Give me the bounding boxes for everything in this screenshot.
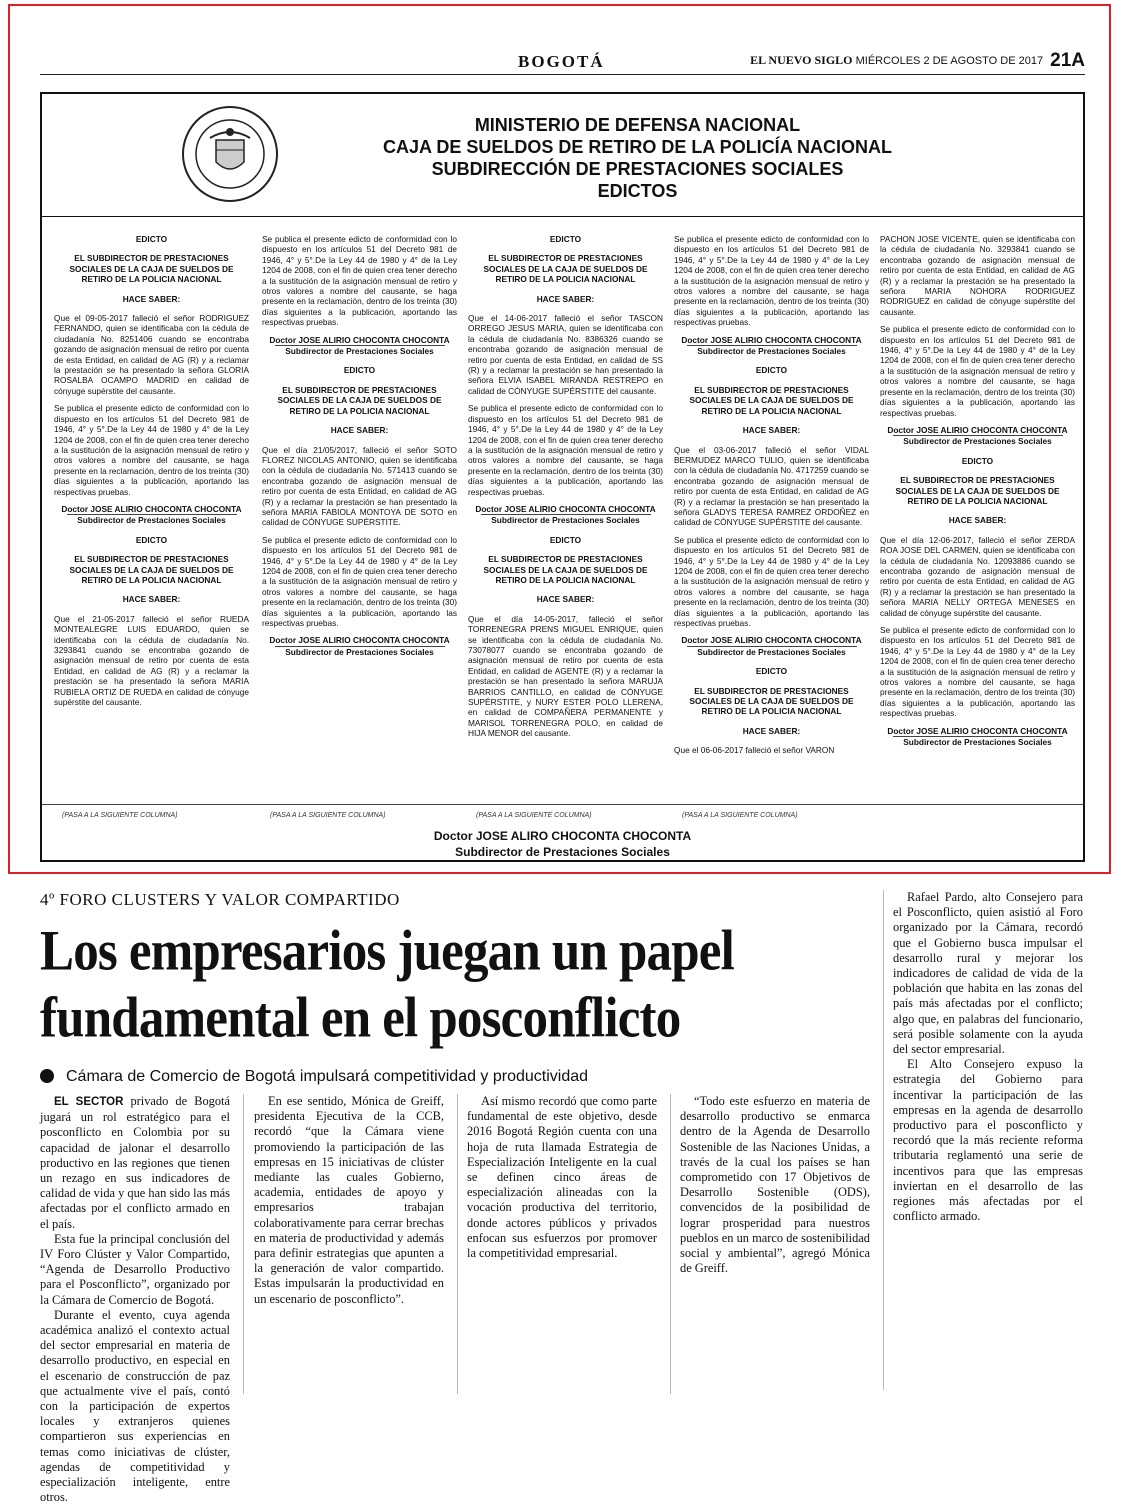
edict-publication: Se publica el presente edicto de conformidad con lo dispuesto en los artículos 51 del Decreto 981 de 1946, 4° y 5°.De la Ley 44 de 1980 y 4° de la Ley 1204 de 2008, con el fin de quien crea tener derecho a la sustitución de la asignación mensual de retiro y otros valores a nombre del causante, se haga presente en la reclamación, dentro de los treinta (30) días siguientes a la publicación, aportando las respectivas pruebas. (262, 534, 457, 628)
edict-heading: EDICTO (135, 234, 168, 244)
final-signer-title: Subdirector de Prestaciones Sociales (455, 845, 670, 859)
edict-publication: Se publica el presente edicto de conformidad con lo dispuesto en los artículos 51 del Decreto 981 de 1946, 4° y 5°.De la Ley 44 de 1980 y 4° de la Ley 1204 de 2008, con el fin de quien crea tener derecho a la sustitución de la asignación mensual de retiro y otros valores a nombre del causante, se haga presente en la reclamación, dentro de los treinta (30) días siguientes a la publicación, aportando las respectivas pruebas. (262, 234, 457, 328)
edict-column-4 (674, 234, 869, 763)
article-column-2 (254, 1094, 444, 1307)
notice-title-caja: CAJA DE SUELDOS DE RETIRO DE LA POLICÍA NACIONAL (382, 137, 893, 157)
edict-signature (880, 425, 1075, 447)
edict-publication: Se publica el presente edicto de conformidad con lo dispuesto en los artículos 51 del Decreto 981 de 1946, 4° y 5°.De la Ley 44 de 1980 y 4° de la Ley 1204 de 2008, con el fin de quien crea tener derecho a la sustitución de la asignación mensual de retiro y otros valores a nombre del causante, se haga presente en la reclamación, dentro de los treinta (30) días siguientes a la publicación, aportando las respectivas pruebas. (468, 403, 663, 497)
final-signature (42, 828, 1083, 860)
article-paragraph: Rafael Pardo, alto Consejero para el Posconflicto, quien asistió al Foro organizado por la Cámara, recordó que el Gobierno busca impulsar el desarrollo rural y mejorar los indicadores de calidad de vida de la población que habita en las zonas del país más afectadas por el conflicto; algo que, en palabras del funcionario, será posible solamente con la ayuda del sector empresarial. (893, 890, 1083, 1057)
column-rule (243, 1094, 244, 1394)
edict-heading: EDICTO (135, 534, 168, 545)
edict-publication: Se publica el presente edicto de conformidad con lo dispuesto en los artículos 51 del Decreto 981 de 1946, 4° y 5°.De la Ley 44 de 1980 y 4° de la Ley 1204 de 2008, con el fin de quien crea tener derecho a la sustitución de la asignación mensual de retiro y otros valores a nombre del causante, se haga presente en la reclamación, dentro de los treinta (30) días siguientes a la publicación, aportando las respectivas pruebas. (880, 625, 1075, 719)
article-column-5 (893, 890, 1083, 1224)
issue-date: MIÉRCOLES 2 DE AGOSTO DE 2017 (855, 55, 1044, 67)
article-subhead (40, 1068, 588, 1086)
article-paragraph: El Alto Consejero expuso la estrategia del Gobierno para incentivar la participación de las empresas en la agenda de desarrollo productivo para el posconflicto y recordó que la más reciente reforma tributaria reglamentó una serie de incentivos para que las empresas inviertan en el desarrollo de las regiones más afectadas por el conflicto armado. (893, 1057, 1083, 1224)
edict-body: Que el 09-05-2017 falleció el señor RODRIGUEZ FERNANDO, quien se identificaba con la cédula de ciudadanía No. 8251406 cuando se encontraba gozando de asignación mensual de retiro por cuenta de esta Entidad, en calidad de AG (R) y a reclamar la prestación se ha presentado la señora GLORIA ROSALBA OCAMPO MADRID en calidad de cónyuge supérstite del causante. (54, 313, 249, 396)
edict-body: Que el día 12-06-2017, falleció el señor ZERDA ROA JOSE DEL CARMEN, quien se identificaba con la cédula de ciudadanía No. 12093886 cuando se encontraba gozando de asignación mensual de retiro por cuenta de esta Entidad, en calidad de AG (R) y a reclamar la prestación se han presentado la señora MARIA NELLY ORTEGA MENESES en calidad de cónyuge supérstite del causante. (880, 534, 1075, 618)
edict-hace-saber: HACE SABER: (742, 425, 801, 436)
notice-title-ministry: MINISTERIO DE DEFENSA NACIONAL (474, 115, 801, 135)
article-paragraph: En ese sentido, Mónica de Greiff, presidenta Ejecutiva de la CCB, recordó “que la Cámara viene promoviendo la participación de las empresas en 15 iniciativas de clúster mediante las cuales Gobierno, academia, entidades de apoyo y empresarios trabajan colaborativamente para cerrar brechas en materia de productividad y además para definir estrategias que apunten a la generación de valor compartido. Estas impulsarán la productividad en un escenario de posconflicto”. (254, 1094, 444, 1306)
edict-heading: EDICTO (343, 365, 376, 376)
edict-heading: EDICTO (755, 365, 788, 376)
article-paragraph: Así mismo recordó que como parte fundamental de este objetivo, desde 2016 Bogotá Región cuenta con una hoja de ruta llamada Estrategia de Especialización Inteligente en la cual se definen cinco áreas de especialización alineadas con la vocación productiva del territorio, donde actores públicos y privados enfocan sus esfuerzos por promover la competitividad empresarial. (467, 1094, 657, 1261)
continue-note: (PASA A LA SIGUIENTE COLUMNA) (476, 812, 592, 819)
edict-hace-saber: HACE SABER: (536, 594, 595, 605)
edict-hace-saber: HACE SABER: (330, 425, 389, 436)
signer-name: Doctor JOSE ALIRIO CHOCONTA CHOCONTA (681, 334, 862, 345)
signer-title: Subdirector de Prestaciones Sociales (481, 514, 651, 525)
signer-title: Subdirector de Prestaciones Sociales (67, 514, 237, 525)
signer-name: Doctor JOSE ALIRIO CHOCONTA CHOCONTA (475, 503, 656, 514)
article-paragraph: “Todo este esfuerzo en materia de desarrollo productivo se enmarca dentro de la Agenda de Desarrollo Sostenible de las Naciones Unidas, a través de la cual los países se han comprometido con 17 Objetivos de Desarrollo Sostenible (ODS), convencidos de la posibilidad de lograr prosperidad para nuestros pueblos en un marco de sostenibilidad social y ambiental”, agregó Mónica de Greiff. (680, 1094, 870, 1276)
edict-body: Que el día 21/05/2017, falleció el señor SOTO FLOREZ NICOLAS ANTONIO, quien se identificaba con la cédula de ciudadanía No. 571413 cuando se encontraba gozando de asignación mensual de retiro por cuenta de esta Entidad, en calidad de AG (R) y a reclamar la prestación se han presentado la señora MARIA FABIOLA MONTOYA DE SOTO en calidad de CÓNYUGE SUPÉRSTITE. (262, 444, 457, 528)
continue-note: (PASA A LA SIGUIENTE COLUMNA) (682, 812, 798, 819)
edict-body: Que el 06-06-2017 falleció el señor VARON (674, 745, 835, 756)
article-paragraph: Durante el evento, cuya agenda académica analizó el contexto actual del sector empresarial en materia de desarrollo productivo, en especial en el escenario de construcción de paz que actualmente vive el país, contó con la participación de expertos locales y extranjeros quienes compartieron sus experiencias en temas como iniciativas de clúster, agendas de competitividad y especialización inteligente, entre otros. (40, 1307, 230, 1505)
edict-hace-saber: HACE SABER: (742, 725, 801, 736)
notice-title-edictos: EDICTOS (597, 181, 678, 201)
signer-name: Doctor JOSE ALIRIO CHOCONTA CHOCONTA (681, 635, 862, 646)
subhead-text: Cámara de Comercio de Bogotá impulsará competitividad y productividad (66, 1068, 589, 1085)
edict-heading: EDICTO (549, 534, 582, 545)
bullet-icon (40, 1069, 54, 1083)
signer-title: Subdirector de Prestaciones Sociales (893, 736, 1063, 747)
article-kicker: 4º FORO CLUSTERS Y VALOR COMPARTIDO (40, 890, 400, 909)
edict-heading: EDICTO (755, 666, 788, 677)
edict-heading: EDICTO (961, 455, 994, 466)
edict-signature (674, 635, 869, 657)
signer-name: Doctor JOSE ALIRIO CHOCONTA CHOCONTA (887, 424, 1068, 435)
edict-publication: Se publica el presente edicto de conformidad con lo dispuesto en los artículos 51 del Decreto 981 de 1946, 4° y 5°.De la Ley 44 de 1980 y 4° de la Ley 1204 de 2008, con el fin de quien crea tener derecho a la sustitución de la asignación mensual de retiro y otros valores a nombre del causante, se haga presente en la reclamación, dentro de los treinta (30) días siguientes a la publicación, aportando las respectivas pruebas. (880, 324, 1075, 418)
edict-issuer: EL SUBDIRECTOR DE PRESTACIONES SOCIALES DE LA CAJA DE SUELDOS DE RETIRO DE LA POLICIA NACIONAL (689, 685, 854, 717)
edict-signature (674, 335, 869, 357)
article-paragraph (40, 1094, 230, 1232)
article-column-4 (680, 1094, 870, 1276)
edict-body: Que el 21-05-2017 falleció el señor RUEDA MONTEALEGRE LUIS EDUARDO, quien se identificaba con la cédula de ciudadanía No. 3293841 cuando se encontraba gozando de asignación mensual de retiro por cuenta de esta Entidad, en calidad de AG (R) y a reclamar la prestación se ha presentado la señora MARIA RUBIELA ORTIZ DE RUEDA en calidad de cónyuge supérstite del causante. (54, 613, 249, 708)
edict-body: Que el día 14-05-2017, falleció el señor TORRENEGRA PRENS MIGUEL ENRIQUE, quien se identificaba con la cédula de ciudadanía No. 73078077 cuando se encontraba gozando de asignación mensual de retiro por cuenta de esta Entidad, en calidad de AGENTE (R) y a reclamar la prestación se han presentado la señora MARUJA BARRIOS CANTILLO, en calidad de CÓNYUGE SUPÉRSTITE, y NURY ESTER POLO LLERENA, en calidad de COMPAÑERA PERMANENTE y MARISOL TORRENEGRA POLO, en calidad de HIJA MENOR del causante. (468, 613, 663, 739)
article-column-3 (467, 1094, 657, 1261)
edict-hace-saber: HACE SABER: (122, 293, 181, 304)
column-rule (883, 890, 884, 1390)
edict-hace-saber: HACE SABER: (122, 594, 181, 605)
edict-body: Que el 14-06-2017 falleció el señor TASCON ORREGO JESUS MARIA, quien se identificaba con la cédula de ciudadanía No. 8386326 cuando se encontraba gozando de asignación mensual de retiro por cuenta de esta Entidad, en calidad de SS (R) y a reclamar la prestación se han presentado la señora ELVIA ISABEL MIRANDA RESTREPO en calidad de CÓNYUGE SUPÉRSTITE del causante. (468, 313, 663, 396)
edict-column-1 (54, 234, 249, 714)
notice-title-subdireccion: SUBDIRECCIÓN DE PRESTACIONES SOCIALES (431, 159, 844, 179)
article-paragraph: Esta fue la principal conclusión del IV Foro Clúster y Valor Compartido, “Agenda de Desarrollo Productivo para el Posconflicto”, organizado por la Cámara de Comercio de Bogotá. (40, 1231, 230, 1307)
signer-title: Subdirector de Prestaciones Sociales (687, 345, 857, 356)
edict-publication: Se publica el presente edicto de conformidad con lo dispuesto en los artículos 51 del Decreto 981 de 1946, 4° y 5°.De la Ley 44 de 1980 y 4° de la Ley 1204 de 2008, con el fin de quien crea tener derecho a la sustitución de la asignación mensual de retiro y otros valores a nombre del causante, se haga presente en la reclamación, dentro de los treinta (30) días siguientes a la publicación, aportando las respectivas pruebas. (54, 403, 249, 497)
edict-hace-saber: HACE SABER: (948, 515, 1007, 526)
edict-issuer: EL SUBDIRECTOR DE PRESTACIONES SOCIALES DE LA CAJA DE SUELDOS DE RETIRO DE LA POLICIA NACIONAL (483, 253, 648, 285)
signer-title: Subdirector de Prestaciones Sociales (275, 646, 445, 657)
edict-column-2 (262, 234, 457, 666)
signer-name: Doctor JOSE ALIRIO CHOCONTA CHOCONTA (269, 334, 450, 345)
edict-signature (262, 635, 457, 657)
continue-rule (42, 804, 1083, 805)
article-headline: Los empresarios juegan un papel fundamental en el posconflicto (40, 920, 735, 1051)
header-rule (40, 74, 1085, 75)
notice-title-rule (42, 216, 1083, 217)
page-number: 21A (1050, 50, 1085, 71)
edict-issuer: EL SUBDIRECTOR DE PRESTACIONES SOCIALES DE LA CAJA DE SUELDOS DE RETIRO DE LA POLICIA NACIONAL (69, 554, 234, 585)
edict-issuer: EL SUBDIRECTOR DE PRESTACIONES SOCIALES DE LA CAJA DE SUELDOS DE RETIRO DE LA POLICIA NACIONAL (483, 554, 648, 585)
edict-body: PACHON JOSE VICENTE, quien se identificaba con la cédula de ciudadanía No. 3293841 cuando se encontraba gozando de asignación mensual de retiro por cuenta de esta Entidad, en calidad de AG (R) y a reclamar la prestación se ha presentado la señora MARIA NOHORA RODRIGUEZ RODRIGUEZ en calidad de cónyuge supérstite del causante. (880, 234, 1075, 317)
edict-signature (54, 504, 249, 526)
edict-publication: Se publica el presente edicto de conformidad con lo dispuesto en los artículos 51 del Decreto 981 de 1946, 4° y 5°.De la Ley 44 de 1980 y 4° de la Ley 1204 de 2008, con el fin de quien crea tener derecho a la sustitución de la asignación mensual de retiro y otros valores a nombre del causante, se haga presente en la reclamación, dentro de los treinta (30) días siguientes a la publicación, aportando las respectivas pruebas. (674, 234, 869, 328)
final-signer-name: Doctor JOSE ALIRO CHOCONTA CHOCONTA (433, 829, 692, 843)
signer-name: Doctor JOSE ALIRIO CHOCONTA CHOCONTA (887, 725, 1068, 736)
continue-note: (PASA A LA SIGUIENTE COLUMNA) (270, 812, 386, 819)
notice-titles (42, 114, 1083, 202)
paper-name: EL NUEVO SIGLO (750, 53, 853, 67)
edict-column-5 (880, 234, 1075, 756)
edicts-notice (40, 92, 1085, 862)
signer-title: Subdirector de Prestaciones Sociales (893, 435, 1063, 446)
signer-name: Doctor JOSE ALIRIO CHOCONTA CHOCONTA (269, 635, 450, 646)
continue-note: (PASA A LA SIGUIENTE COLUMNA) (62, 812, 178, 819)
edict-issuer: EL SUBDIRECTOR DE PRESTACIONES SOCIALES DE LA CAJA DE SUELDOS DE RETIRO DE LA POLICIA NACIONAL (69, 253, 234, 285)
article-column-1 (40, 1094, 230, 1505)
masthead-info (750, 50, 1085, 72)
edict-signature (468, 504, 663, 526)
edict-issuer: EL SUBDIRECTOR DE PRESTACIONES SOCIALES DE LA CAJA DE SUELDOS DE RETIRO DE LA POLICIA NACIONAL (895, 475, 1060, 506)
section-name: BOGOTÁ (518, 52, 605, 71)
edict-column-3 (468, 234, 663, 746)
column-rule (670, 1094, 671, 1394)
edict-publication: Se publica el presente edicto de conformidad con lo dispuesto en los artículos 51 del Decreto 981 de 1946, 4° y 5°.De la Ley 44 de 1980 y 4° de la Ley 1204 de 2008, con el fin de quien crea tener derecho a la sustitución de la asignación mensual de retiro y otros valores a nombre del causante, se haga presente en la reclamación, dentro de los treinta (30) días siguientes a la publicación, aportando las respectivas pruebas. (674, 534, 869, 628)
edict-body: Que el 03-06-2017 falleció el señor VIDAL BERMUDEZ MARCO TULIO, quien se identificaba con la cédula de ciudadanía No. 4717259 cuando se encontraba gozando de asignación mensual de retiro por cuenta de esta Entidad, en calidad de AG (R) y a reclamar la prestación se han presentado la señora GLADYS TERESA RAMREZ ORDOÑEZ en calidad de CÓNYUGE SUPÉRSTITE del causante. (674, 444, 869, 528)
signer-title: Subdirector de Prestaciones Sociales (687, 646, 857, 657)
signer-name: Doctor JOSE ALIRIO CHOCONTA CHOCONTA (61, 503, 242, 514)
edict-issuer: EL SUBDIRECTOR DE PRESTACIONES SOCIALES DE LA CAJA DE SUELDOS DE RETIRO DE LA POLICIA NACIONAL (689, 384, 854, 416)
lead-in: EL SECTOR (54, 1096, 124, 1108)
signer-title: Subdirector de Prestaciones Sociales (275, 345, 445, 356)
edict-signature (880, 726, 1075, 748)
edict-hace-saber: HACE SABER: (536, 293, 595, 304)
edict-heading: EDICTO (549, 234, 582, 244)
edict-issuer: EL SUBDIRECTOR DE PRESTACIONES SOCIALES DE LA CAJA DE SUELDOS DE RETIRO DE LA POLICIA NACIONAL (277, 384, 442, 416)
edict-signature (262, 335, 457, 357)
column-rule (457, 1094, 458, 1394)
paragraph-text: privado de Bogotá jugará un rol estratégico para el posconflicto en Colombia por su capacidad de jalonar el desarrollo productivo en las regiones que tienen un rezago en sus indicadores de calidad de vida y que han sido las más afectadas por el conflicto armado en el país. (40, 1094, 230, 1231)
